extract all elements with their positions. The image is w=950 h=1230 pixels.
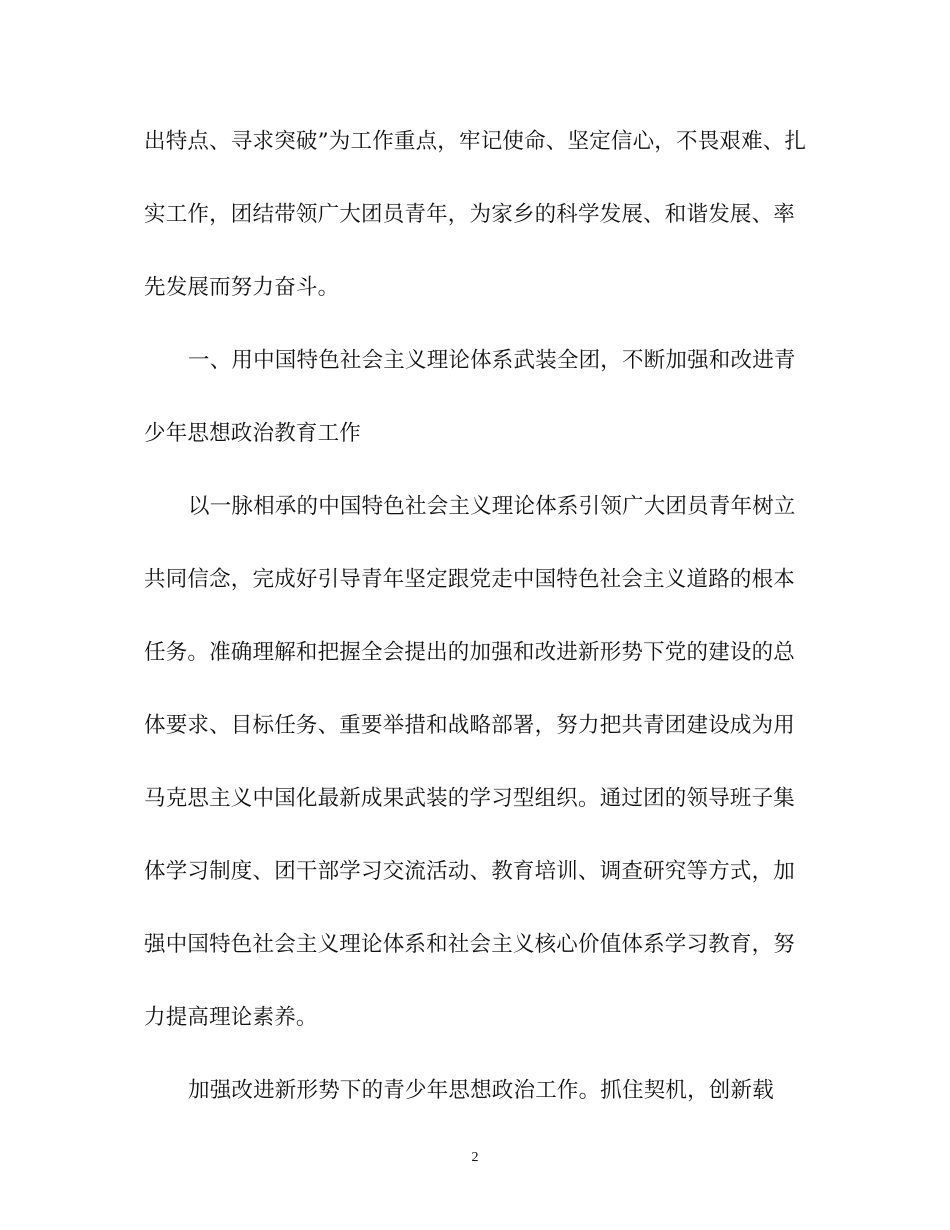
section-heading-line: 一、用中国特色社会主义理论体系武装全团，不断加强和改进青 <box>188 348 796 373</box>
body-text-line: 加强改进新形势下的青少年思想政治工作。抓住契机，创新载 <box>188 1078 774 1103</box>
body-text-line: 强中国特色社会主义理论体系和社会主义核心价值体系学习教育，努 <box>144 932 796 957</box>
body-text-line: 体要求、目标任务、重要举措和战略部署，努力把共青团建设成为用 <box>144 713 796 738</box>
body-text-line: 实工作，团结带领广大团员青年，为家乡的科学发展、和谐发展、率 <box>144 202 796 227</box>
section-heading-line: 少年思想政治教育工作 <box>144 421 362 446</box>
body-text-line: 先发展而努力奋斗。 <box>144 275 340 300</box>
body-text-line: 出特点、寻求突破”为工作重点，牢记使命、坚定信心，不畏艰难、扎 <box>144 129 807 154</box>
body-text-line: 马克思主义中国化最新成果武装的学习型组织。通过团的领导班子集 <box>144 786 796 811</box>
body-text-line: 以一脉相承的中国特色社会主义理论体系引领广大团员青年树立 <box>188 494 796 519</box>
body-text-line: 共同信念，完成好引导青年坚定跟党走中国特色社会主义道路的根本 <box>144 567 796 592</box>
page-number: 2 <box>471 1150 479 1165</box>
body-text-line: 体学习制度、团干部学习交流活动、教育培训、调查研究等方式，加 <box>144 859 796 884</box>
body-text-line: 任务。准确理解和把握全会提出的加强和改进新形势下党的建设的总 <box>144 640 796 665</box>
body-text-line: 力提高理论素养。 <box>144 1005 318 1030</box>
